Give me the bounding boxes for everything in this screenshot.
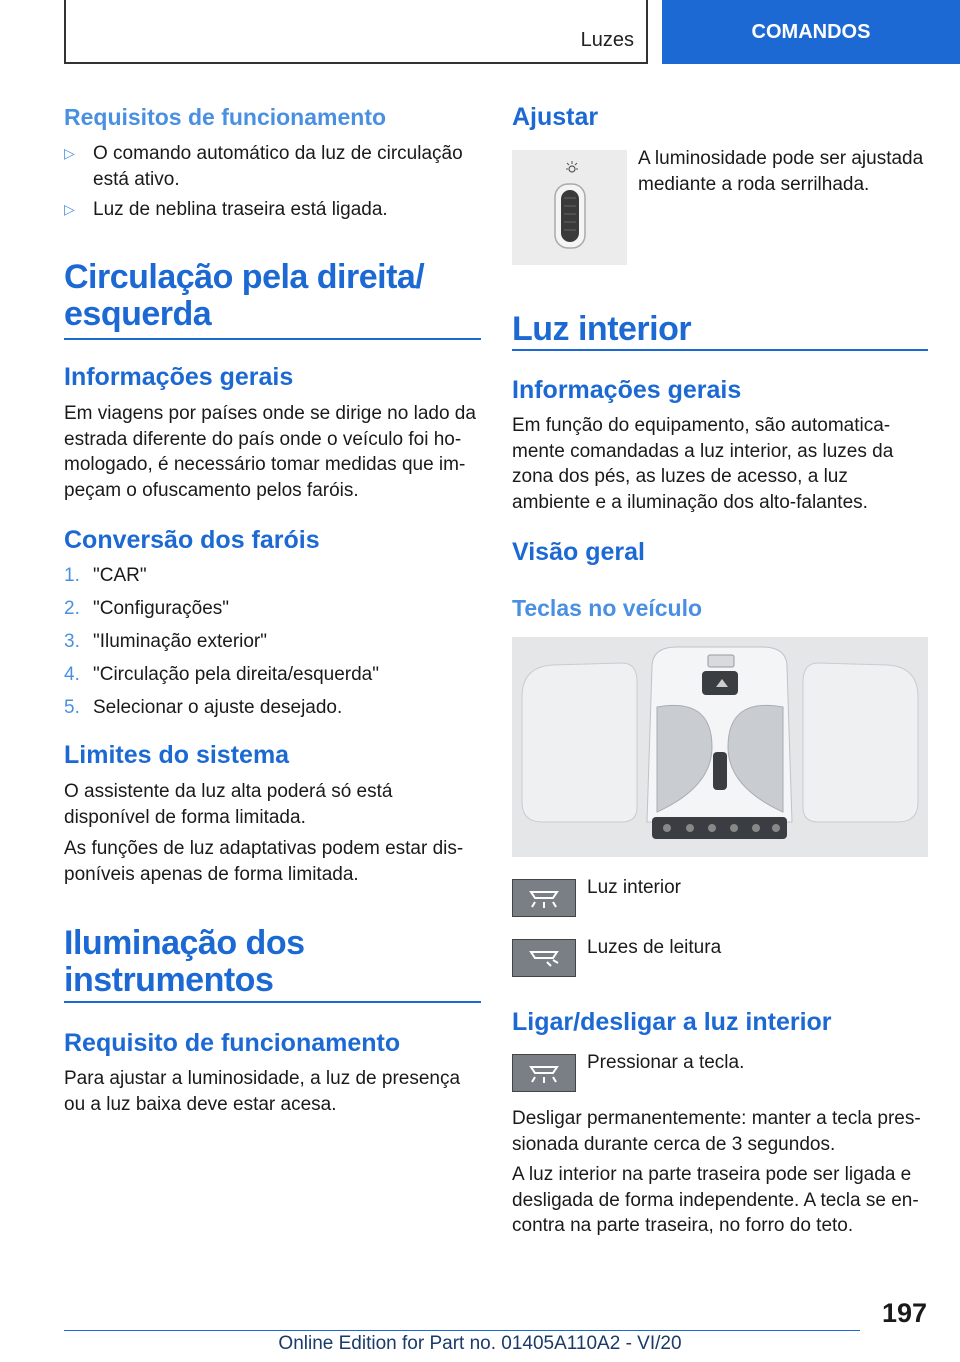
- section-rule: [64, 1001, 481, 1003]
- requisito-paragraph: Para ajustar a luminosidade, a luz de presença ou a luz baixa deve estar acesa.: [64, 1068, 461, 1115]
- step-text: "Iluminação exterior": [93, 631, 268, 652]
- interior-light-key-icon: [512, 1054, 576, 1092]
- iluminacao-heading-line2: instrumentos: [64, 961, 274, 999]
- limites-paragraph-1: O assistente da luz alta poderá só está disponível de forma limitada.: [64, 781, 393, 828]
- iluminacao-heading-line1: Iluminação dos: [64, 924, 305, 962]
- reading-light-key-icon: [512, 939, 576, 977]
- step-number: 2.: [64, 598, 80, 619]
- dimmer-wheel-icon: [512, 150, 627, 265]
- list-item: [64, 197, 479, 223]
- info-heading: Informações gerais: [64, 363, 294, 391]
- roof-console-illustration: [512, 637, 928, 857]
- ajustar-paragraph: A luminosidade pode ser ajustada mediante a roda serrilhada.: [638, 148, 924, 195]
- interior-light-key-icon: [512, 879, 576, 917]
- list-item: [64, 141, 479, 192]
- step-text: Selecionar o ajuste desejado.: [93, 697, 343, 718]
- requisito-heading: Requisito de funcionamento: [64, 1029, 401, 1057]
- circulacao-heading-line2: esquerda: [64, 295, 212, 333]
- list-item: [64, 596, 229, 621]
- info-heading-right: Informações gerais: [512, 376, 742, 404]
- teclas-heading: Teclas no veículo: [512, 595, 703, 621]
- list-item: [64, 695, 342, 720]
- circulacao-heading-line1: Circulação pela direita/: [64, 258, 425, 296]
- dimmer-wheel-image: [512, 150, 627, 265]
- req-heading: Requisitos de funcionamento: [64, 104, 387, 130]
- bullet-text: Luz de neblina traseira está ligada.: [93, 199, 388, 220]
- header-section-label: Luzes: [580, 29, 634, 51]
- limites-heading: Limites do sistema: [64, 741, 290, 769]
- luz-interior-heading: Luz interior: [512, 310, 692, 348]
- page-number: 197: [881, 1298, 927, 1328]
- step-text: "CAR": [93, 565, 147, 586]
- triangle-bullet-icon: ▷: [64, 201, 75, 217]
- footer-edition: Online Edition for Part no. 01405A110A2 - VI/20: [278, 1333, 682, 1354]
- triangle-bullet-icon: ▷: [64, 145, 75, 161]
- section-rule: [512, 349, 928, 351]
- section-rule: [64, 338, 481, 340]
- step-number: 4.: [64, 664, 80, 685]
- ajustar-heading: Ajustar: [512, 103, 599, 131]
- info-paragraph: Em viagens por países onde se dirige no lado da estrada diferente do país onde o veículo foi homologado, é necessário tomar medidas que impeçam o ofuscamento pelos faróis.: [64, 403, 476, 501]
- traseira-paragraph: A luz interior na parte traseira pode ser ligada e desligada de forma independente. A tecla se encontra na parte traseira, no forro do teto.: [512, 1164, 919, 1236]
- bullet-text: O comando automático da luz de circulação está ativo.: [93, 143, 463, 190]
- footer-rule: [64, 1330, 860, 1331]
- list-item: [64, 662, 379, 687]
- ligar-desligar-heading: Ligar/desligar a luz interior: [512, 1008, 832, 1036]
- conversao-heading: Conversão dos faróis: [64, 526, 320, 554]
- limites-paragraph-2: As funções de luz adaptativas podem estar disponíveis apenas de forma limitada.: [64, 838, 464, 885]
- legend-interior-light: Luz interior: [587, 877, 681, 898]
- roof-console-image: [512, 637, 928, 857]
- list-item: [64, 563, 147, 588]
- visao-geral-heading: Visão geral: [512, 538, 645, 566]
- step-text: "Circulação pela direita/esquerda": [93, 664, 379, 685]
- step-text: "Configurações": [93, 598, 230, 619]
- info-paragraph-right: Em função do equipamento, são automaticamente comandadas a luz interior, as luzes da zona dos pés, as luzes de acesso, a luz ambiente e a iluminação dos alto-falantes.: [512, 415, 894, 513]
- desligar-paragraph: Desligar permanentemente: manter a tecla pressionada durante cerca de 3 segundos.: [512, 1108, 921, 1155]
- step-number: 3.: [64, 631, 80, 652]
- list-item: [64, 629, 267, 654]
- ligar-step: Pressionar a tecla.: [587, 1052, 745, 1073]
- legend-reading-light: Luzes de leitura: [587, 937, 722, 958]
- header-section-box: [64, 0, 648, 64]
- step-number: 1.: [64, 565, 80, 586]
- step-number: 5.: [64, 697, 80, 718]
- header-chapter-tab[interactable]: COMANDOS: [662, 0, 960, 64]
